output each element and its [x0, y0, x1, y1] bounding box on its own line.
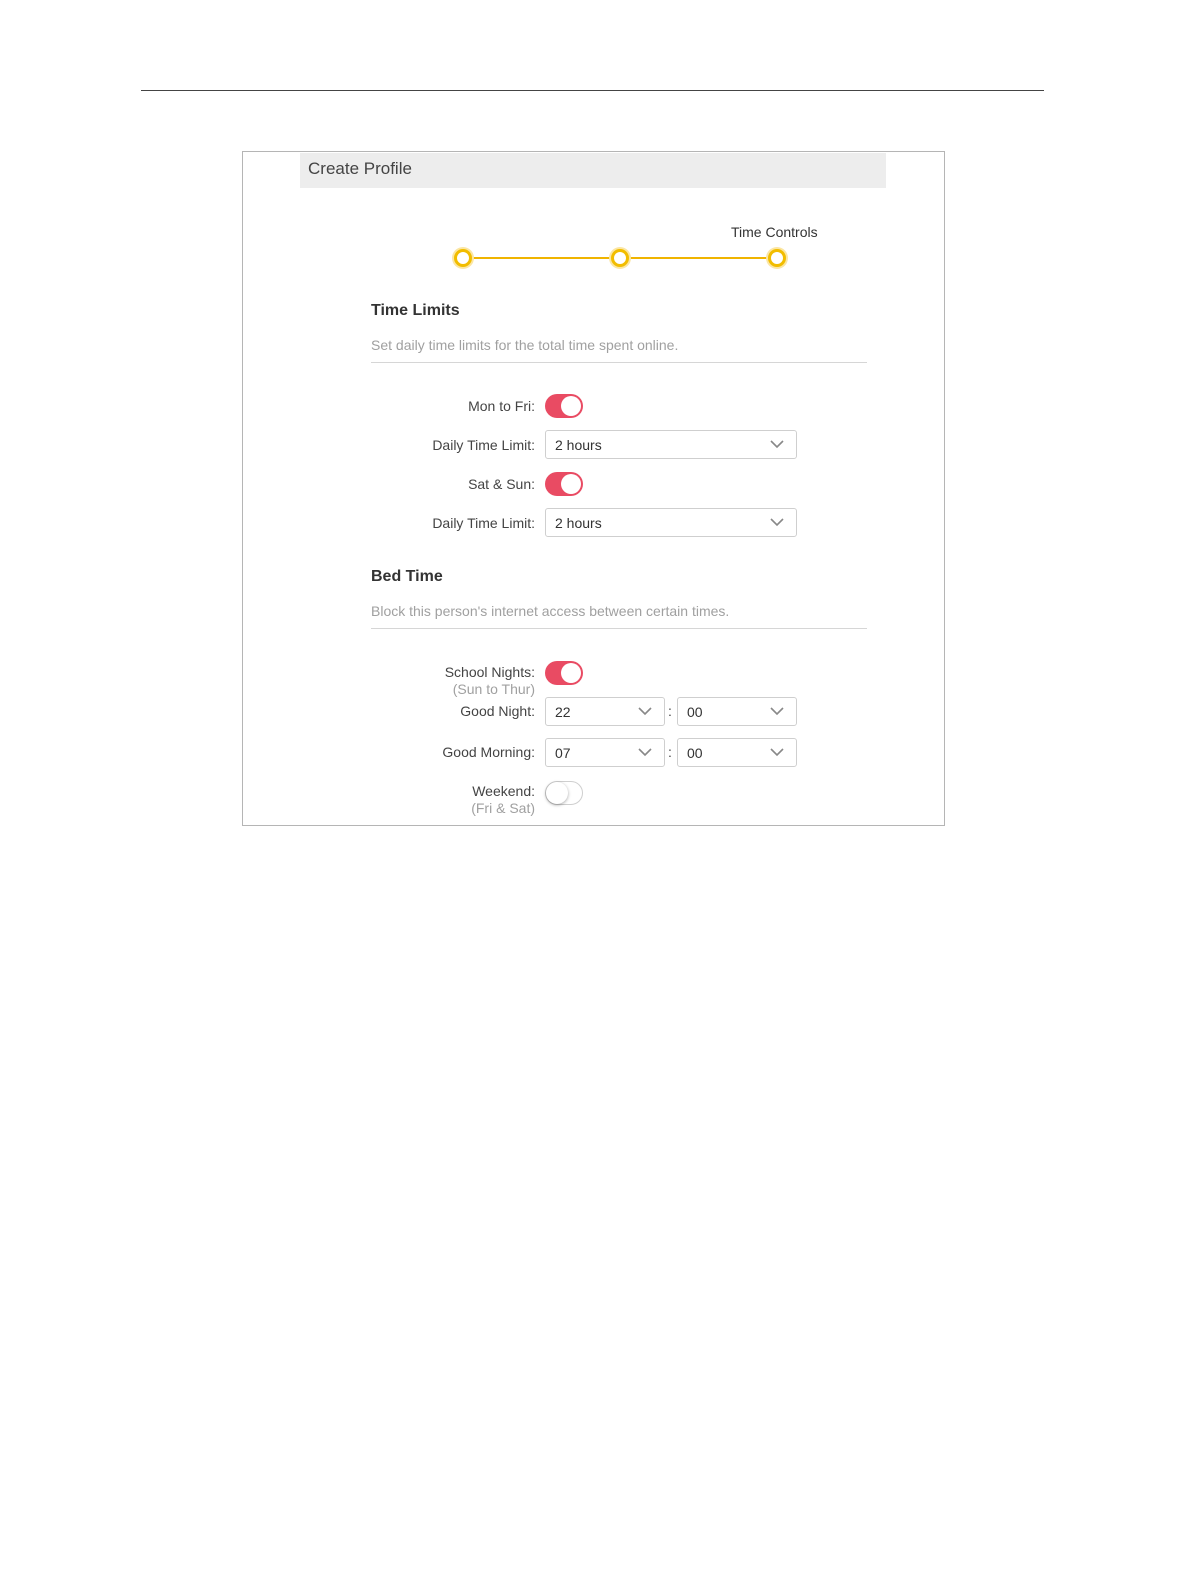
chevron-down-icon	[770, 439, 784, 449]
step-label-time-controls: Time Controls	[731, 224, 818, 240]
toggle-knob	[561, 663, 581, 683]
good-morning-minute-select[interactable]	[677, 738, 797, 767]
sat-sun-daily-limit-select[interactable]	[545, 508, 797, 537]
school-nights-toggle[interactable]	[545, 661, 583, 685]
sat-sun-daily-limit-value: 2 hours	[555, 515, 602, 531]
time-limits-heading: Time Limits	[371, 302, 460, 319]
bed-time-description: Block this person's internet access between certain times.	[371, 603, 730, 619]
good-night-label: Good Night:	[460, 703, 535, 719]
good-night-minute-value: 00	[687, 704, 703, 720]
good-morning-minute-value: 00	[687, 745, 703, 761]
time-limits-divider	[371, 362, 867, 363]
step-dot-3-current[interactable]	[768, 249, 786, 267]
step-dot-2[interactable]	[611, 249, 629, 267]
sat-sun-daily-limit-label: Daily Time Limit:	[432, 515, 535, 531]
school-nights-sublabel: (Sun to Thur)	[452, 681, 535, 697]
good-night-hour-value: 22	[555, 704, 571, 720]
panel-header	[300, 153, 886, 188]
chevron-down-icon	[638, 706, 652, 716]
good-night-hour-select[interactable]	[545, 697, 665, 726]
bed-time-heading: Bed Time	[371, 568, 443, 585]
time-limits-description: Set daily time limits for the total time spent online.	[371, 337, 679, 353]
good-morning-label: Good Morning:	[442, 744, 535, 760]
mon-fri-toggle[interactable]	[545, 394, 583, 418]
chevron-down-icon	[770, 747, 784, 757]
toggle-knob	[561, 396, 581, 416]
panel-title: Create Profile	[308, 159, 412, 178]
weekend-toggle[interactable]	[545, 781, 583, 805]
mon-fri-daily-limit-value: 2 hours	[555, 437, 602, 453]
weekend-label: Weekend:	[472, 783, 535, 799]
page-top-rule	[141, 90, 1044, 91]
chevron-down-icon	[770, 517, 784, 527]
mon-fri-daily-limit-select[interactable]	[545, 430, 797, 459]
step-dot-1[interactable]	[454, 249, 472, 267]
school-nights-label: School Nights:	[444, 664, 535, 680]
good-morning-hour-select[interactable]	[545, 738, 665, 767]
toggle-knob	[546, 782, 568, 804]
good-night-minute-select[interactable]	[677, 697, 797, 726]
bed-time-divider	[371, 628, 867, 629]
good-morning-hour-value: 07	[555, 745, 571, 761]
good-night-time-separator: :	[668, 703, 672, 719]
chevron-down-icon	[770, 706, 784, 716]
mon-fri-daily-limit-label: Daily Time Limit:	[432, 437, 535, 453]
weekend-sublabel: (Fri & Sat)	[471, 800, 535, 816]
step-connector-1	[468, 257, 618, 259]
chevron-down-icon	[638, 747, 652, 757]
good-morning-time-separator: :	[668, 744, 672, 760]
mon-fri-label: Mon to Fri:	[468, 398, 535, 414]
create-profile-panel	[242, 151, 945, 826]
toggle-knob	[561, 474, 581, 494]
step-connector-2	[625, 257, 775, 259]
sat-sun-toggle[interactable]	[545, 472, 583, 496]
sat-sun-label: Sat & Sun:	[468, 476, 535, 492]
